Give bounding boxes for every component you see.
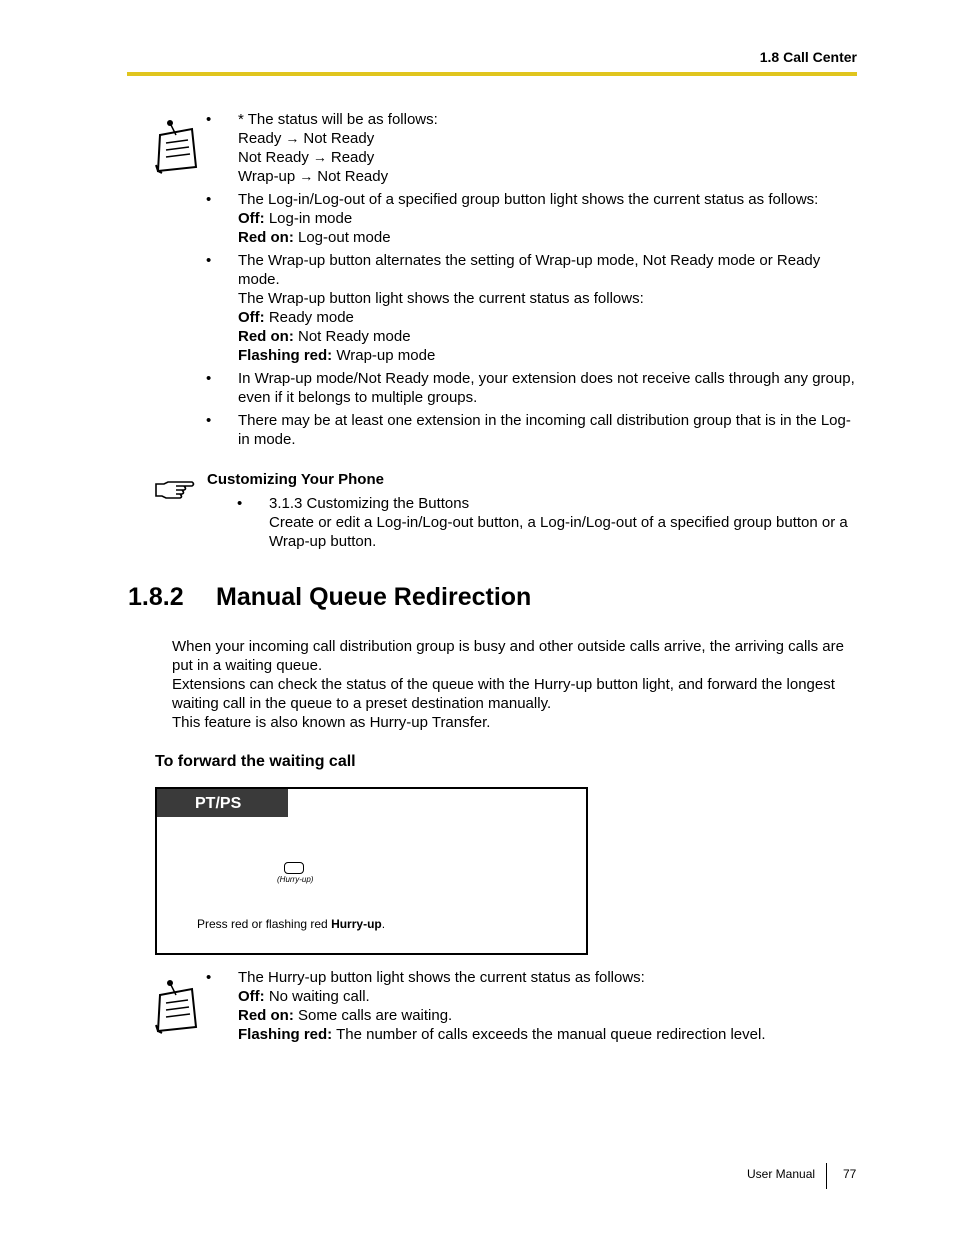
section-description: When your incoming call distribution group is busy and other outside calls arrive, the arriving calls are put in a waiting queue. Extensions can check the status of the queue with the Hurry-up button light, and forward the longest waiting call in the queue to a preset destination manually. This feature is also known as Hurry-up Transfer. (172, 638, 844, 731)
list-item: • 3.1.3 Customizing the Buttons Create or edit a Log-in/Log-out button, a Log-in/Log-out of a specified group button or a Wrap-up button. (237, 494, 857, 551)
status-transition: Wrap-up → Not Ready (238, 168, 389, 185)
hurry-up-button-icon (284, 862, 304, 874)
status-transition: Not Ready → Ready (238, 149, 375, 166)
list-item: • * The status will be as follows: Ready → Not Ready Not Ready → Ready Wrap-up → Not Ready (206, 110, 856, 186)
notepad-icon (152, 115, 200, 175)
phone-type-tab: PT/PS (157, 789, 288, 817)
customizing-reference-link[interactable]: 3.1.3 Customizing the Buttons (269, 495, 470, 512)
hurry-up-label: (Hurry-up) (277, 875, 314, 884)
notes-list-2 (206, 968, 856, 1048)
section-heading: 1.8.2 Manual Queue Redirection (128, 583, 532, 611)
customizing-list (237, 494, 857, 555)
header-rule (127, 72, 857, 76)
list-item: • The Log-in/Log-out of a specified group button light shows the current status as follows: Off: Log-in mode Red on: Log-out mode (206, 191, 819, 246)
page-number: 77 (843, 1167, 857, 1181)
arrow-right-icon: → (312, 149, 327, 165)
procedure-box (155, 787, 588, 955)
arrow-right-icon: → (299, 168, 314, 184)
procedure-step-text: Press red or flashing red Hurry-up. (197, 917, 386, 931)
notepad-icon (152, 975, 200, 1035)
list-item: • The Hurry-up button light shows the current status as follows: Off: No waiting call. Red on: Some calls are waiting. Flashing red: The number of calls exceeds the manual queue redirection level. (206, 969, 766, 1043)
list-item: • In Wrap-up mode/Not Ready mode, your extension does not receive calls through any group, even if it belongs to multiple groups. (206, 370, 855, 406)
procedure-heading: To forward the waiting call (155, 753, 356, 770)
section-header: 1.8 Call Center (759, 49, 857, 65)
status-transition: Ready → Not Ready (238, 130, 375, 147)
list-item: • The Wrap-up button alternates the setting of Wrap-up mode, Not Ready mode or Ready mode. The Wrap-up button light shows the current status as follows: Off: Ready mode Red on: Not Ready mode Flashing red: Wrap-up mode (206, 252, 821, 364)
customizing-title: Customizing Your Phone (207, 471, 384, 488)
notes-list-1 (206, 110, 856, 453)
footer-divider (826, 1163, 827, 1189)
list-item: • There may be at least one extension in the incoming call distribution group that is in the Log-in mode. (206, 412, 851, 448)
arrow-right-icon: → (285, 130, 300, 146)
footer-label: User Manual (747, 1167, 816, 1181)
pointing-hand-icon (154, 478, 196, 502)
